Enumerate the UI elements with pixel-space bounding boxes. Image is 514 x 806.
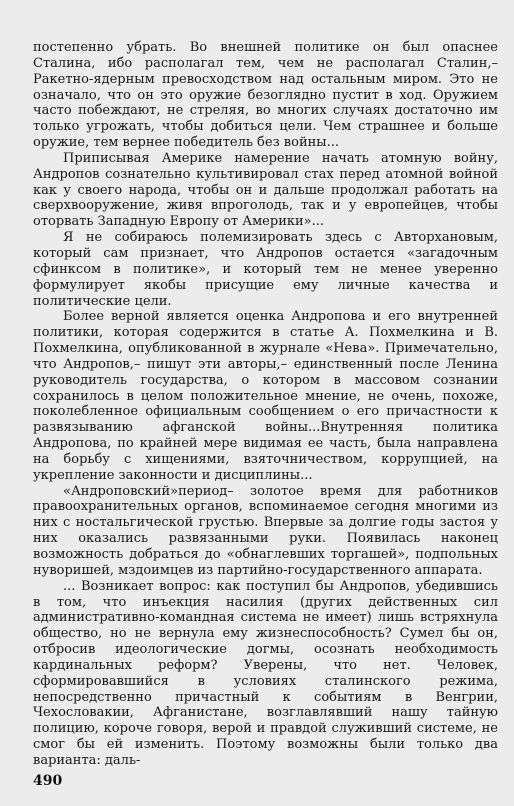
paragraph-6: ... Возникает вопрос: как поступил бы Андропов, убедившись в том, что инъекция насилия (других действенных сил административно-командная система не имеет) лишь встряхнула общество, но не вернула ему жизнеспособность? Сумел бы он, отбросив идеологические догмы, осознать необходимость кардинальных реформ? Уверены, что нет. Человек, сформировавшийся в условиях сталинского режима, непосредственно причастный к событиям в Венгрии, Чехословакии, Афганистане, возглавлявший нашу тайную полицию, короче говоря, верой и правдой служивший системе, не смог бы ей изменить. Поэтому возможны были только два варианта: даль-: [33, 578, 498, 768]
paragraph-4: Более верной является оценка Андропова и его внутренней политики, которая содержится в статье А. Похмелкина и В. Похмелкина, опубликованной в журнале «Нева». Примечательно, что Андропов,– пишут эти авторы,– единственный после Ленина руководитель государства, о котором в массовом сознании сохранилось в целом положительное мнение, не очень, похоже, поколебленное официальным сообщением о его причастности к развязыванию афганской войны...Внутренняя политика Андропова, по крайней мере видимая ее часть, была направлена на борьбу с хищениями, взяточничеством, коррупцией, на укрепление законности и дисциплины...: [33, 309, 498, 483]
paragraph-5: «Андроповский»период– золотое время для работников правоохранительных органов, вспоминаемое сегодня многими из них с ностальгической грустью. Впервые за долгие годы застоя у них оказались развязанными руки. Появилась наконец возможность добраться до «обнаглевших торгашей», подпольных нуворишей, мздоимцев из партийно-государственного аппарата.: [33, 483, 498, 578]
page-number: 490: [33, 773, 63, 789]
paragraph-2: Приписывая Америке намерение начать атомную войну, Андропов сознательно культивировал стах перед атомной войной как у своего народа, чтобы он и дальше продолжал работать на сверхвооружение, живя впроголодь, так и у европейцев, чтобы оторвать Западную Европу от Америки»...: [33, 150, 498, 230]
paragraph-1: постепенно убрать. Во внешней политике он был опаснее Сталина, ибо располагал тем, чем не располагал Сталин,– Ракетно-ядерным превосходством над остальным миром. Это не означало, что он это оружие безоглядно пустит в ход. Оружием часто побеждают, не стреляя, во многих случаях достаточно им только угрожать, чтобы добиться цели. Чем страшнее и больше оружие, тем вернее победитель без войны...: [33, 40, 498, 151]
body-text: [33, 40, 498, 769]
paragraph-3: Я не собираюсь полемизировать здесь с Авторхановым, который сам признает, что Андропов остается «загадочным сфинксом в политике», и который тем не менее уверенно формулирует якобы присущие ему личные качества и политические цели.: [33, 230, 498, 309]
